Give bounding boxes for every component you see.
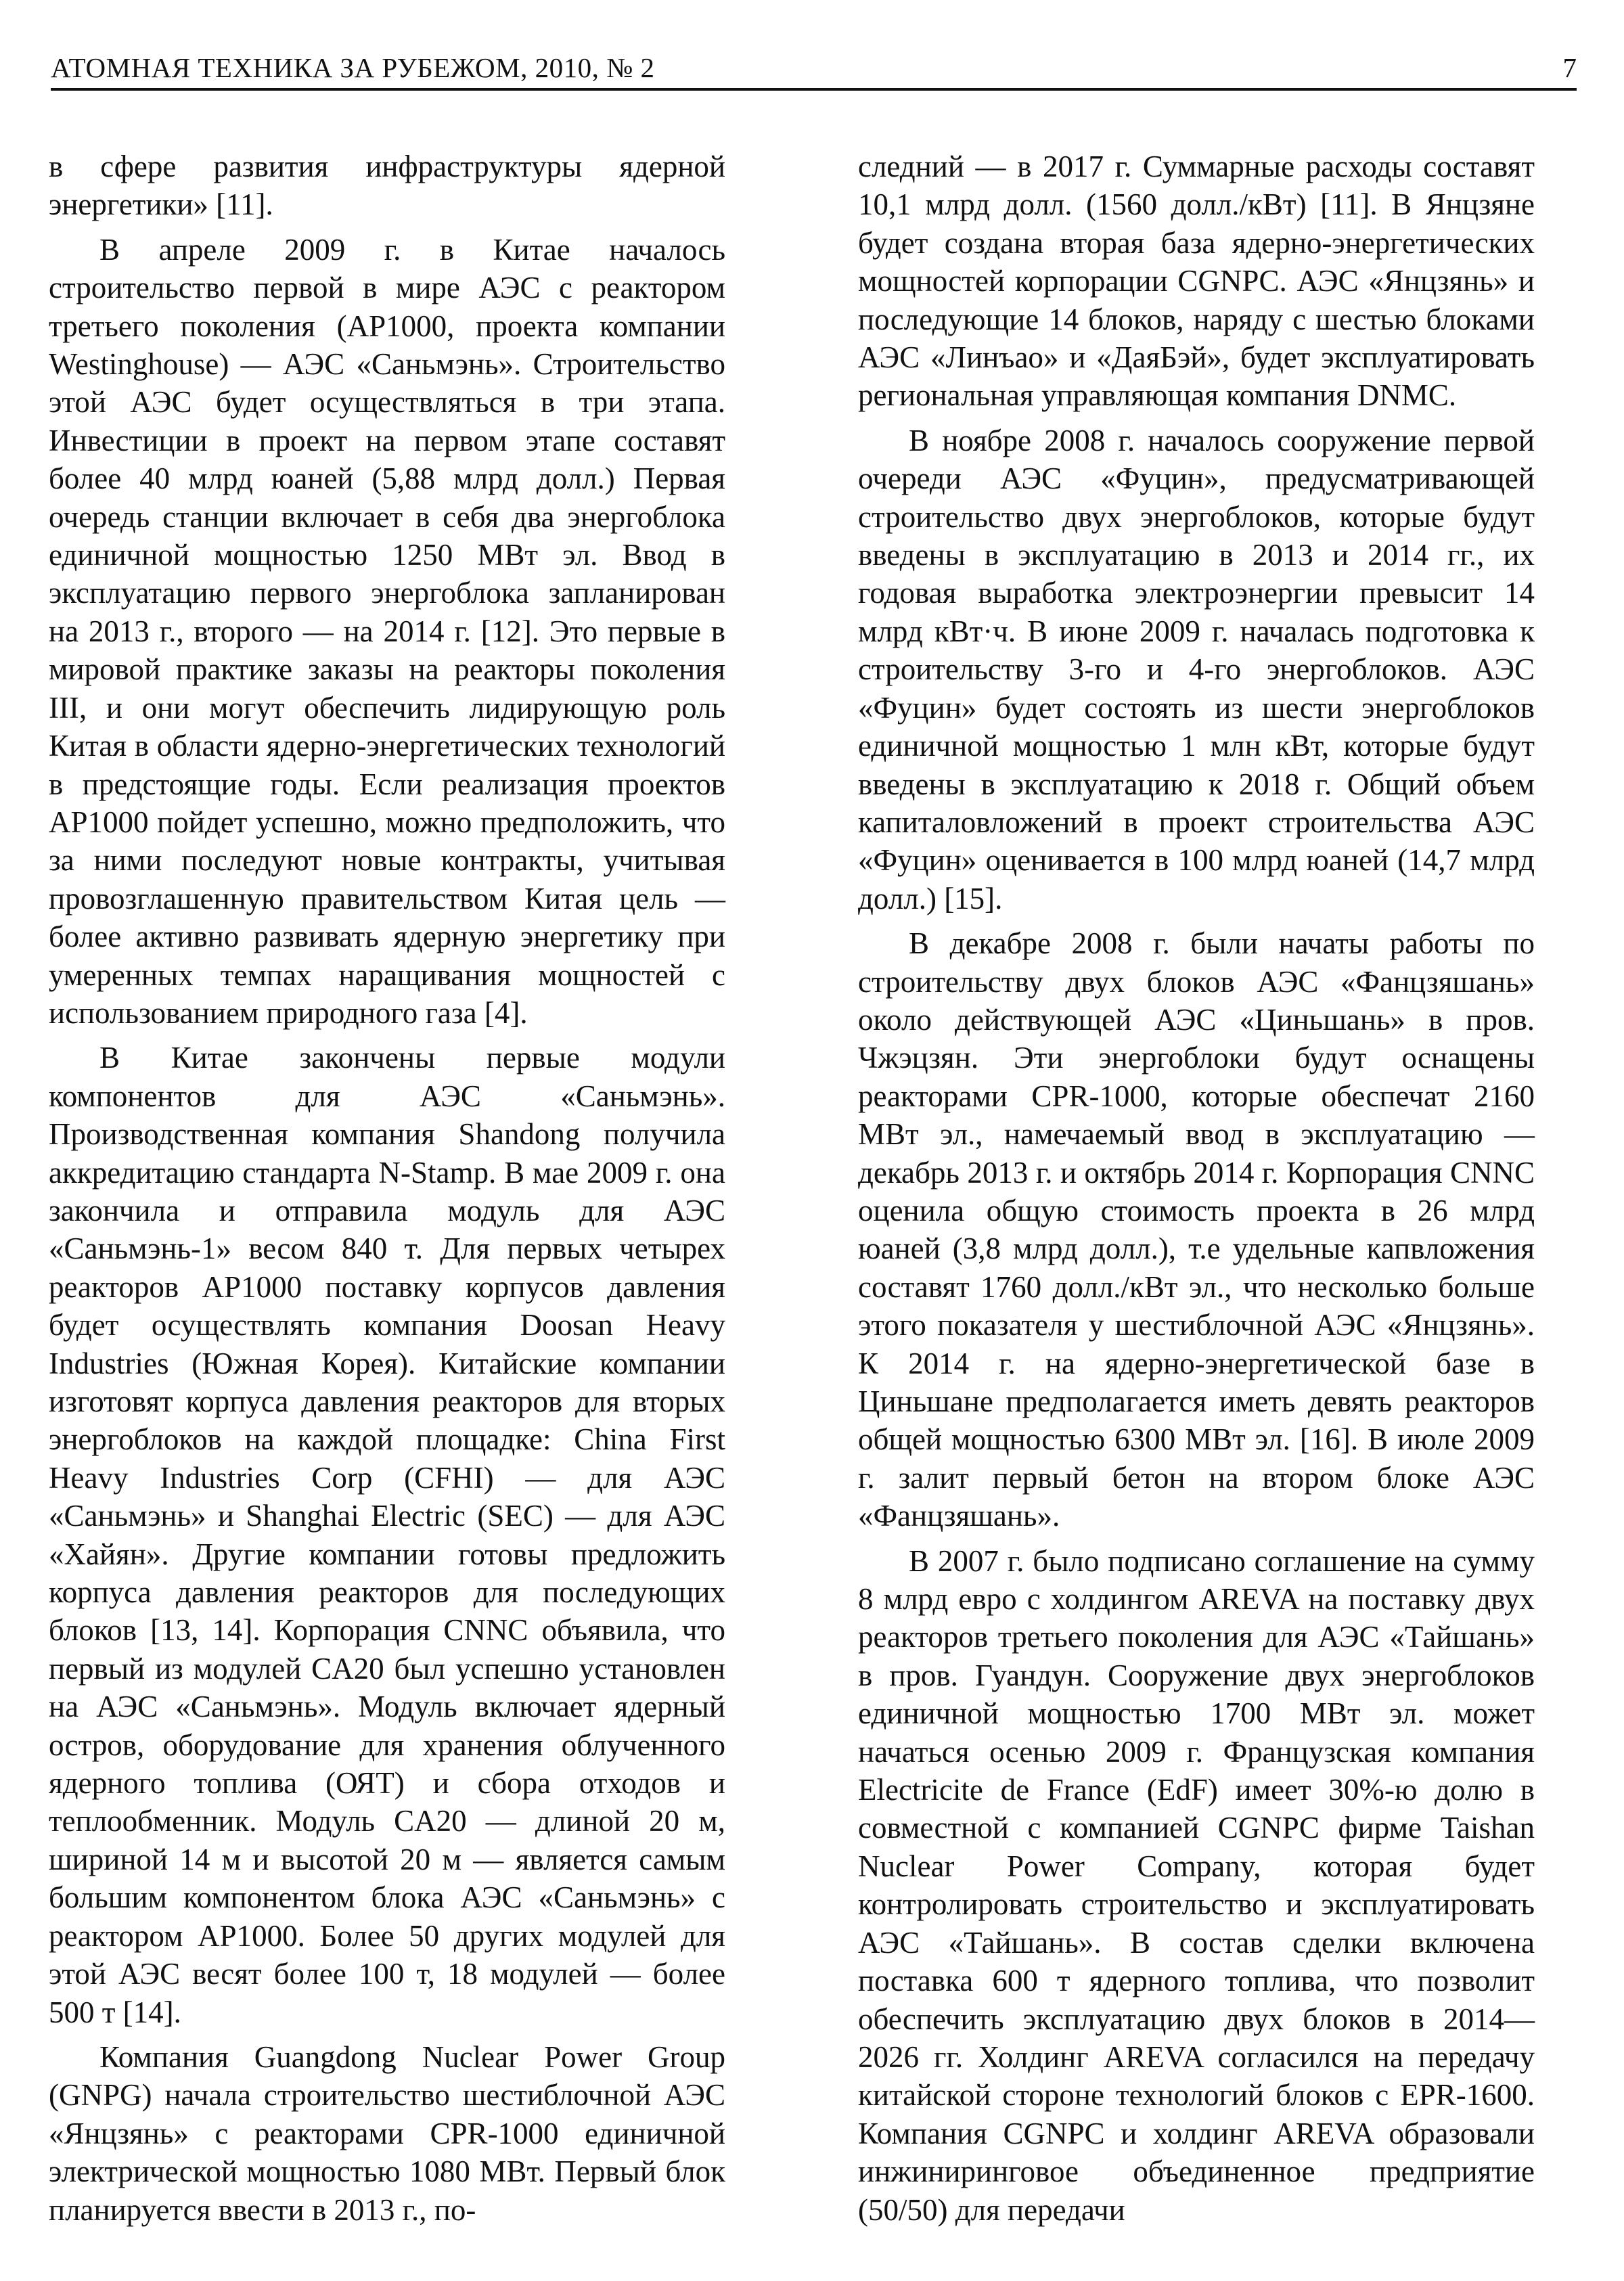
paragraph: в сфере развития инфраструктуры ядерной энергетики» [11]. [49,150,725,222]
paragraph: следний — в 2017 г. Суммарные расходы составят 10,1 млрд долл. (1560 долл./кВт) [11]. В Янцзяне будет создана вторая база ядерно-энергетических мощностей корпорации CGNPC. АЭС «Янцзянь» и последующие 14 блоков, наряду с шестью блоками АЭС «Линъао» и «ДаяБэй», будет эксплуатировать региональная управляющая компания DNMC. [858,150,1535,413]
paragraph: Компания Guangdong Nuclear Power Group (GNPG) начала строительство шестиблочной АЭС «Янцзянь» с реакторами CPR-1000 единичной электрической мощностью 1080 МВт. Первый блок планируется ввести в 2013 г., по- [49,2039,725,2227]
paragraph: В ноябре 2008 г. началось сооружение первой очереди АЭС «Фуцин», предусматривающей строительство двух энергоблоков, которые будут введены в эксплуатацию в 2013 и 2014 гг., их годовая выработка электроэнергии превысит 14 млрд кВт·ч. В июне 2009 г. началась подготовка к строительству 3-го и 4-го энергоблоков. АЭС «Фуцин» будет состоять из шести энергоблоков единичной мощностью 1 млн кВт, которые будут введены в эксплуатацию к 2018 г. Общий объем капиталовложений в проект строительства АЭС «Фуцин» оценивается в 100 млрд юаней (14,7 млрд долл.) [15]. [858,423,1535,916]
journal-title: АТОМНАЯ ТЕХНИКА ЗА РУБЕЖОМ, 2010, № 2 [51,52,655,83]
left-column [49,148,725,2236]
running-header [51,41,1577,91]
paragraph: В Китае закончены первые модули компонентов для АЭС «Саньмэнь». Производственная компания Shandong получила аккредитацию стандарта N-Stamp. В мае 2009 г. она закончила и отправила модуль для АЭС «Саньмэнь-1» весом 840 т. Для первых четырех реакторов AP1000 поставку корпусов давления будет осуществлять компания Doosan Heavy Industries (Южная Корея). Китайские компании изготовят корпуса давления реакторов для вторых энергоблоков на каждой площадке: China First Heavy Industries Corp (CFHI) — для АЭС «Саньмэнь» и Shanghai Electric (SEC) — для АЭС «Хайян». Другие компании готовы предложить корпуса давления реакторов для последующих блоков [13, 14]. Корпорация CNNC объявила, что первый из модулей CA20 был успешно установлен на АЭС «Саньмэнь». Модуль включает ядерный остров, оборудование для хранения облученного ядерного топлива (ОЯТ) и сбора отходов и теплообменник. Модуль CA20 — длиной 20 м, шириной 14 м и высотой 20 м — является самым большим компонентом блока АЭС «Саньмэнь» с реактором AP1000. Более 50 других модулей для этой АЭС весят более 100 т, 18 модулей — более 500 т [14]. [49,1041,725,2029]
right-column [858,148,1535,2236]
paragraph: В 2007 г. было подписано соглашение на сумму 8 млрд евро с холдингом AREVA на поставку двух реакторов третьего поколения для АЭС «Тайшань» в пров. Гуандун. Сооружение двух энергоблоков единичной мощностью 1700 МВт эл. может начаться осенью 2009 г. Французская компания Electricite de France (EdF) имеет 30%-ю долю в совместной с компанией CGNPC фирме Taishan Nuclear Power Company, которая будет контролировать строительство и эксплуатировать АЭС «Тайшань». В состав сделки включена поставка 600 т ядерного топлива, что позволит обеспечить эксплуатацию двух блоков в 2014—2026 гг. Холдинг AREVA согласился на передачу китайской стороне технологий блоков с EPR-1600. Компания CGNPC и холдинг AREVA образовали инжиниринговое объединенное предприятие (50/50) для передачи [858,1543,1535,2227]
page-number: 7 [1562,52,1577,83]
paragraph: В апреле 2009 г. в Китае началось строительство первой в мире АЭС с реактором третьего поколения (AP1000, проекта компании Westinghouse) — АЭС «Саньмэнь». Строительство этой АЭС будет осуществляться в три этапа. Инвестиции в проект на первом этапе составят более 40 млрд юаней (5,88 млрд долл.) Первая очередь станции включает в себя два энергоблока единичной мощностью 1250 МВт эл. Ввод в эксплуатацию первого энергоблока запланирован на 2013 г., второго — на 2014 г. [12]. Это первые в мировой практике заказы на реакторы поколения III, и они могут обеспечить лидирующую роль Китая в области ядерно-энергетических технологий в предстоящие годы. Если реализация проектов AP1000 пойдет успешно, можно предположить, что за ними последуют новые контракты, учитывая провозглашенную правительством Китая цель — более активно развивать ядерную энергетику при умеренных темпах наращивания мощностей с использованием природного газа [4]. [49,232,725,1030]
paragraph: В декабре 2008 г. были начаты работы по строительству двух блоков АЭС «Фанцзяшань» около действующей АЭС «Циньшань» в пров. Чжэцзян. Эти энергоблоки будут оснащены реакторами CPR-1000, которые обеспечат 2160 МВт эл., намечаемый ввод в эксплуатацию — декабрь 2013 г. и октябрь 2014 г. Корпорация CNNC оценила общую стоимость проекта в 26 млрд юаней (3,8 млрд долл.), т.е удельные капвложения составят 1760 долл./кВт эл., что несколько больше этого показателя у шестиблочной АЭС «Янцзянь». К 2014 г. на ядерно-энергетической базе в Циньшане предполагается иметь девять реакторов общей мощностью 6300 МВт эл. [16]. В июле 2009 г. залит первый бетон на втором блоке АЭС «Фанцзяшань». [858,926,1535,1533]
